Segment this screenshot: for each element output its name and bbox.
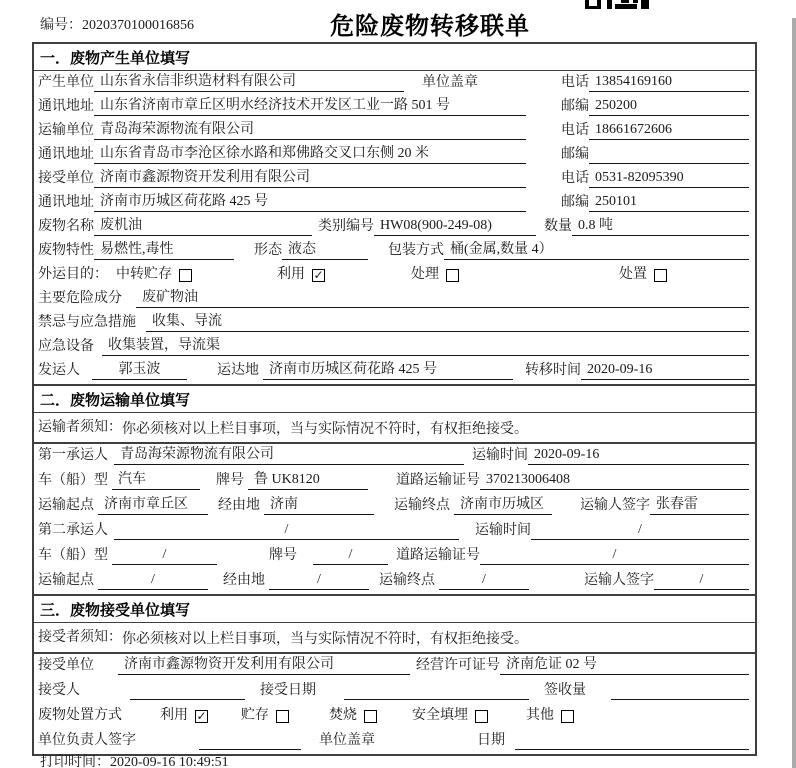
producer-phone-label: 电话 (561, 75, 589, 90)
disposal-use-option (160, 707, 208, 725)
purpose-use-label: 利用 (277, 267, 305, 282)
unit-stamp3-label: 单位盖章 (319, 733, 375, 748)
business-permit-value: 济南危证 02 号 (500, 656, 749, 675)
form-label: 形态 (254, 243, 282, 258)
sign1-value: 张春雷 (650, 496, 749, 515)
plate1-value: 鲁 UK8120 (248, 471, 368, 490)
row-route1 (34, 494, 755, 519)
row-route2 (34, 569, 755, 594)
vehicle2-value: / (112, 546, 217, 565)
via1-label: 经由地 (218, 498, 260, 513)
via2-label: 经由地 (223, 573, 265, 588)
purpose-transfer-label: 中转贮存 (116, 267, 172, 282)
sign2-value: / (654, 571, 749, 590)
disposal-landfill-option (412, 707, 488, 725)
sign-date-value (515, 732, 749, 750)
receiver-zip-value: 250101 (589, 193, 749, 212)
receiver-notice (34, 623, 755, 654)
transport-time2-label: 运输时间 (475, 523, 531, 538)
purpose-transfer-checkbox (179, 269, 192, 282)
transport-time1-label: 运输时间 (472, 448, 528, 463)
transporter-notice (34, 413, 755, 444)
disposal-landfill-label: 安全填埋 (412, 708, 468, 723)
serial-value: 2020370100016856 (82, 18, 194, 33)
receiver-phone-value: 0531-82095390 (589, 169, 749, 188)
business-permit-label: 经营许可证号 (416, 658, 500, 673)
disposal-store-checkbox (276, 710, 289, 723)
row-producer-address (34, 96, 755, 120)
hazard-value: 废矿物油 (136, 289, 749, 308)
transporter-zip-value (589, 146, 749, 164)
print-time-label: 打印时间： (40, 755, 110, 768)
origin2-label: 运输起点 (38, 573, 94, 588)
character-label: 废物特性 (38, 243, 94, 258)
carrier1-label: 第一承运人 (38, 448, 108, 463)
emergency-value: 收集、导流 (146, 313, 749, 332)
purpose-label: 外运目的： (38, 267, 108, 282)
disposal-burn-checkbox (364, 710, 377, 723)
disposal-burn-label: 焚烧 (329, 708, 357, 723)
purpose-dispose-label: 处置 (619, 267, 647, 282)
road-permit1-label: 道路运输证号 (396, 473, 480, 488)
qty-value: 0.8 吨 (572, 217, 749, 236)
vehicle1-value: 汽车 (112, 471, 200, 490)
received-qty-label: 签收量 (544, 683, 586, 698)
disposal-other-option (526, 707, 574, 725)
row-acceptor (34, 679, 755, 704)
road-permit2-value: / (480, 546, 749, 565)
road-permit1-value: 370213006408 (480, 471, 749, 490)
purpose-treat-label: 处理 (411, 267, 439, 282)
transporter-phone-value: 18661672606 (589, 121, 749, 140)
section1-heading: 一．废物产生单位填写 (34, 44, 755, 71)
sign-date-label: 日期 (477, 733, 505, 748)
accept-date-value (344, 682, 529, 700)
origin1-value: 济南市章丘区 (98, 496, 208, 515)
section2-heading: 二．废物运输单位填写 (34, 384, 755, 413)
disposal-label: 废物处置方式 (38, 708, 122, 723)
row-receiver (34, 168, 755, 192)
transporter-phone-label: 电话 (561, 123, 589, 138)
hazard-label: 主要危险成分 (38, 291, 122, 306)
receiver-notice-label: 接受者须知： (38, 629, 122, 645)
accept-date-label: 接受日期 (260, 683, 316, 698)
row-vehicle2 (34, 544, 755, 569)
disposal-landfill-checkbox (475, 710, 488, 723)
end2-label: 运输终点 (379, 573, 435, 588)
transporter-notice-text: 你必须核对以上栏目事项，当与实际情况不符时，有权拒绝接受。 (122, 421, 528, 437)
disposal-other-checkbox (561, 710, 574, 723)
section3-heading: 三．废物接受单位填写 (34, 594, 755, 623)
row-waste-character (34, 240, 755, 264)
producer-phone-value: 13854169160 (589, 73, 749, 92)
purpose-dispose-option (619, 266, 667, 284)
character-value: 易燃性,毒性 (94, 241, 234, 260)
transporter-address-label: 通讯地址 (38, 147, 94, 162)
plate2-value: / (313, 546, 388, 565)
disposal-store-label: 贮存 (241, 708, 269, 723)
producer-zip-value: 250200 (589, 97, 749, 116)
row-emergency-equipment (34, 336, 755, 360)
transport-time2-value: / (531, 521, 749, 540)
serial-number (40, 14, 194, 34)
plate2-label: 牌号 (269, 548, 297, 563)
acceptor-value (130, 682, 245, 700)
accept-unit-value: 济南市鑫源物资开发利用有限公司 (118, 656, 410, 675)
accept-unit-label: 接受单位 (38, 658, 94, 673)
receiver-address-value: 济南市历城区荷花路 425 号 (94, 193, 526, 212)
consignor-value: 郭玉波 (92, 361, 187, 380)
receiver-address-label: 通讯地址 (38, 195, 94, 210)
transfer-time-label: 转移时间 (525, 363, 581, 378)
serial-label: 编号： (40, 18, 82, 33)
transporter-label: 运输单位 (38, 123, 94, 138)
disposal-burn-option (329, 707, 377, 725)
row-consignor (34, 360, 755, 384)
receiver-zip-label: 邮编 (561, 195, 589, 210)
row-receiver-address (34, 192, 755, 216)
disposal-other-label: 其他 (526, 708, 554, 723)
print-time (40, 751, 229, 768)
responsible-sign-label: 单位负责人签字 (38, 733, 136, 748)
sign2-label: 运输人签字 (584, 573, 654, 588)
row-carrier2 (34, 519, 755, 544)
row-waste-name (34, 216, 755, 240)
end1-label: 运输终点 (394, 498, 450, 513)
transporter-address-value: 山东省青岛市李沧区徐水路和郑佛路交叉口东侧 20 米 (94, 145, 526, 164)
row-transporter-address (34, 144, 755, 168)
sign1-label: 运输人签字 (580, 498, 650, 513)
row-emergency-measures (34, 312, 755, 336)
dest-label: 运达地 (217, 363, 259, 378)
category-label: 类别编号 (318, 219, 374, 234)
transporter-value: 青岛海荣源物流有限公司 (94, 121, 526, 140)
road-permit2-label: 道路运输证号 (396, 548, 480, 563)
print-time-value: 2020-09-16 10:49:51 (110, 755, 229, 768)
row-disposal-method (34, 704, 755, 729)
carrier1-value: 青岛海荣源物流有限公司 (114, 446, 464, 465)
end2-value: / (439, 571, 529, 590)
received-qty-value (611, 682, 749, 700)
row-producer (34, 71, 755, 96)
responsible-sign-value (199, 732, 301, 750)
carrier2-label: 第二承运人 (38, 523, 108, 538)
dest-value: 济南市历城区荷花路 425 号 (263, 361, 513, 380)
pack-label: 包装方式 (388, 243, 444, 258)
disposal-store-option (241, 707, 289, 725)
receiver-notice-text: 你必须核对以上栏目事项，当与实际情况不符时，有权拒绝接受。 (122, 631, 528, 647)
transfer-time-value: 2020-09-16 (581, 361, 749, 380)
producer-label: 产生单位 (38, 75, 94, 90)
purpose-treat-checkbox (446, 269, 459, 282)
transport-time1-value: 2020-09-16 (528, 446, 749, 465)
row-purpose (34, 264, 755, 288)
carrier2-value: / (114, 521, 459, 540)
page-title: 危险废物转移联单 (330, 13, 530, 40)
emergency-label: 禁忌与应急措施 (38, 315, 136, 330)
qr-code-fragment-icon (585, 0, 655, 11)
row-carrier1 (34, 444, 755, 469)
qty-label: 数量 (544, 219, 572, 234)
end1-value: 济南市历城区 (454, 496, 552, 515)
via1-value: 济南 (264, 496, 374, 515)
producer-zip-label: 邮编 (561, 99, 589, 114)
unit-stamp-label: 单位盖章 (422, 75, 478, 90)
vehicle2-label: 车（船）型 (38, 548, 108, 563)
purpose-transfer-option (116, 266, 192, 284)
disposal-use-checkbox: ✓ (196, 708, 207, 723)
equipment-label: 应急设备 (38, 339, 94, 354)
waste-name-value: 废机油 (94, 217, 312, 236)
transporter-zip-label: 邮编 (561, 147, 589, 162)
receiver-value: 济南市鑫源物资开发利用有限公司 (94, 169, 526, 188)
disposal-use-label: 利用 (160, 708, 188, 723)
form-value: 液态 (282, 241, 368, 260)
waste-name-label: 废物名称 (38, 219, 94, 234)
receiver-label: 接受单位 (38, 171, 94, 186)
purpose-use-checkbox: ✓ (313, 267, 324, 282)
pack-value: 桶(金属,数量 4） (444, 241, 749, 260)
plate1-label: 牌号 (216, 473, 244, 488)
row-accept-unit (34, 654, 755, 679)
transporter-notice-label: 运输者须知： (38, 419, 122, 435)
producer-address-value: 山东省济南市章丘区明水经济技术开发区工业一路 501 号 (94, 97, 526, 116)
origin1-label: 运输起点 (38, 498, 94, 513)
producer-address-label: 通讯地址 (38, 99, 94, 114)
via2-value: / (269, 571, 369, 590)
purpose-dispose-checkbox (654, 269, 667, 282)
row-transporter (34, 120, 755, 144)
consignor-label: 发运人 (38, 363, 80, 378)
row-hazard (34, 288, 755, 312)
category-value: HW08(900-249-08) (374, 217, 536, 236)
origin2-value: / (98, 571, 208, 590)
acceptor-label: 接受人 (38, 683, 80, 698)
purpose-treat-option (411, 266, 459, 284)
vehicle1-label: 车（船）型 (38, 473, 108, 488)
row-vehicle1 (34, 469, 755, 494)
purpose-use-option (277, 266, 325, 284)
producer-value: 山东省永信非织造材料有限公司 (94, 73, 404, 92)
equipment-value: 收集装置，导流渠 (102, 337, 749, 356)
manifest-form (32, 42, 757, 756)
viewer-right-edge (792, 18, 796, 768)
receiver-phone-label: 电话 (561, 171, 589, 186)
